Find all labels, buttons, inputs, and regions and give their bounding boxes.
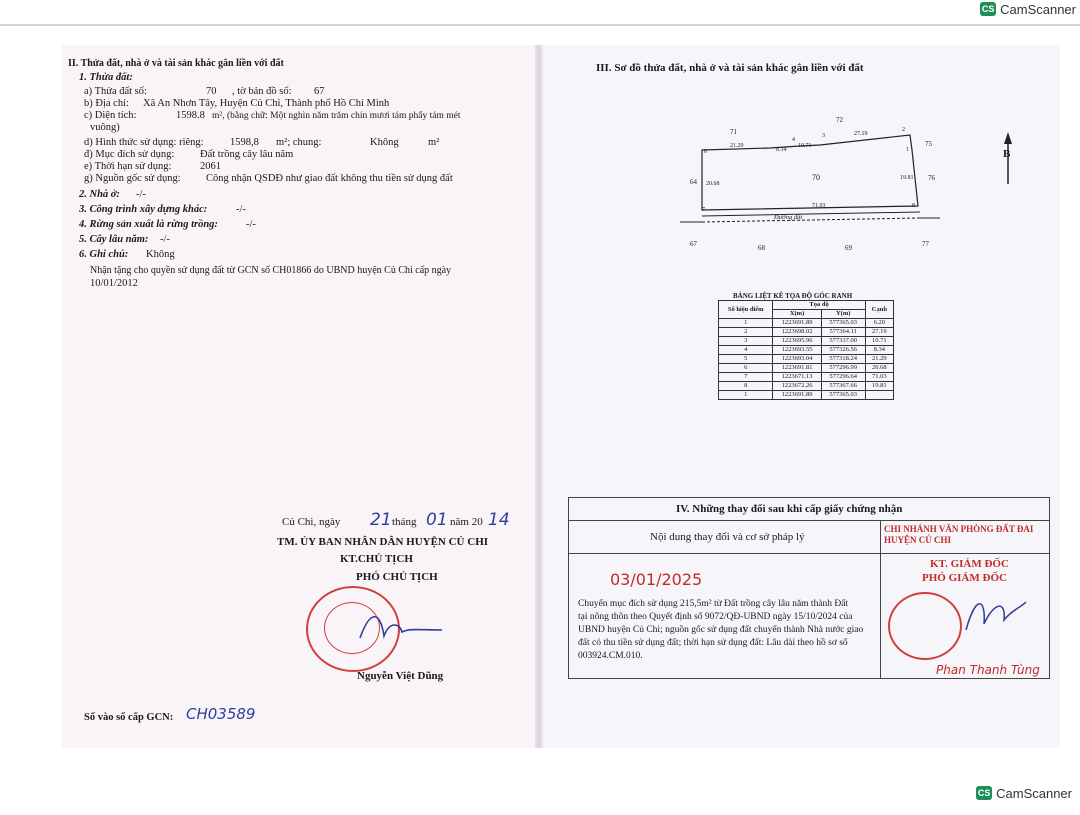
org-title: TM. ỦY BAN NHÂN DÂN HUYỆN CỦ CHI (277, 536, 489, 548)
so-vao-so-label: Số vào sổ cấp GCN: (84, 712, 174, 723)
neighbor-68: 68 (758, 244, 765, 252)
right-signer-name: Phan Thanh Tùng (936, 663, 1040, 677)
edge-10-71: 10.71 (798, 143, 812, 149)
g-label: g) Nguồn gốc sử dụng: (84, 173, 181, 184)
dd-label: đ) Mục đích sử dụng: (84, 149, 175, 160)
point-4: 4 (792, 137, 795, 143)
section-3-title: III. Sơ đồ thửa đất, nhà ở và tài sản khác gắn liền với đất (596, 62, 864, 74)
parcel-number: 70 (812, 173, 820, 182)
rung-label: 4. Rừng sản xuất là rừng trồng: (79, 219, 218, 230)
land-plot-diagram (680, 88, 1040, 258)
c-cont: vuông) (90, 122, 120, 133)
cell-x: 1223691.89 (773, 319, 821, 328)
a-map-label: , tờ bản đồ số: (232, 86, 292, 97)
table-row (719, 346, 894, 355)
table-row (719, 319, 894, 328)
table-row (719, 337, 894, 346)
cell-edge: 8.34 (865, 346, 893, 355)
neighbor-71: 71 (730, 128, 737, 136)
cell-y: 577365.03 (821, 391, 865, 400)
cell-y: 577337.00 (821, 337, 865, 346)
point-2: 2 (902, 127, 905, 133)
cell-y: 577364.11 (821, 328, 865, 337)
edge-8-34: 8.34 (776, 147, 787, 153)
nha-o-value: -/- (136, 189, 146, 200)
camscanner-label: CamScanner (1000, 1, 1076, 17)
cong-trinh-value: -/- (236, 204, 246, 215)
date-day: 21 (370, 510, 392, 530)
cell-x: 1223691.89 (773, 391, 821, 400)
change-date: 03/01/2025 (610, 570, 703, 589)
point-7: 7 (702, 207, 705, 213)
coords-header-edge: Cạnh (865, 301, 893, 319)
table-row (719, 328, 894, 337)
cay-label: 5. Cây lâu năm: (79, 234, 149, 245)
table-row (719, 391, 894, 400)
cell-point: 5 (719, 355, 773, 364)
left-signer-name: Nguyễn Việt Dũng (357, 670, 444, 682)
cell-x: 1223672.26 (773, 382, 821, 391)
a-map-value: 67 (314, 86, 325, 97)
camscanner-badge-top (980, 0, 1076, 18)
cell-edge: 10.71 (865, 337, 893, 346)
point-1: 1 (906, 147, 909, 153)
cell-x: 1223693.04 (773, 355, 821, 364)
table-row (719, 373, 894, 382)
table-row (719, 355, 894, 364)
pct-title: PHÓ CHỦ TỊCH (356, 571, 438, 583)
cell-x: 1223695.96 (773, 337, 821, 346)
cell-edge: 71.03 (865, 373, 893, 382)
divider (880, 520, 881, 678)
changes-header-content: Nội dung thay đổi và cơ sở pháp lý (650, 531, 805, 543)
nha-o-label: 2. Nhà ở: (79, 189, 120, 200)
d-value: 1598,8 (230, 137, 259, 148)
cong-trinh-label: 3. Công trình xây dựng khác: (79, 204, 208, 215)
land-office-seal (888, 592, 962, 660)
edge-20-68: 20.68 (706, 181, 720, 187)
right-signature (960, 590, 1030, 640)
cell-edge (865, 391, 893, 400)
cell-y: 577326.56 (821, 346, 865, 355)
date-month-label: tháng (392, 516, 417, 528)
kt-title: KT.CHỦ TỊCH (340, 553, 413, 565)
neighbor-76: 76 (928, 174, 935, 182)
d-label: d) Hình thức sử dụng: riêng: (84, 137, 204, 148)
b-value: Xã An Nhơn Tây, Huyện Củ Chi, Thành phố Hồ Chí Minh (143, 98, 390, 109)
change-content-2: tại nông thôn theo Quyết định số 9072/QĐ-UBND ngày 15/10/2024 của (578, 612, 853, 622)
rung-value: -/- (246, 219, 256, 230)
camscanner-badge-bottom (976, 784, 1072, 802)
coords-header-point: Số hiệu điểm (719, 301, 773, 319)
cell-point: 2 (719, 328, 773, 337)
table-row (719, 382, 894, 391)
divider (568, 520, 1050, 521)
page-fold (535, 45, 543, 748)
cell-point: 7 (719, 373, 773, 382)
g-value: Công nhận QSDĐ như giao đất không thu tiền sử dụng đất (206, 173, 453, 184)
d-unit2: m² (428, 137, 440, 148)
point-8: 8 (912, 203, 915, 209)
neighbor-64: 64 (690, 178, 697, 186)
note-line-2: 10/01/2012 (90, 278, 138, 289)
cell-x: 1223693.55 (773, 346, 821, 355)
cell-y: 577296.99 (821, 364, 865, 373)
date-year: 14 (488, 510, 510, 530)
e-label: e) Thời hạn sử dụng: (84, 161, 172, 172)
date-year-label: năm 20 (450, 516, 483, 528)
coords-header-coord: Tọa độ (773, 301, 865, 310)
change-content-5: 003924.CM.010. (578, 651, 643, 661)
thua-dat-heading: 1. Thửa đất: (79, 72, 133, 83)
date-month: 01 (426, 510, 448, 530)
changes-pgd-title: PHÓ GIÁM ĐỐC (922, 572, 1007, 584)
b-label: b) Địa chỉ: (84, 98, 129, 109)
date-prefix: Củ Chi, ngày (282, 516, 341, 528)
changes-kt-title: KT. GIÁM ĐỐC (930, 558, 1009, 570)
cell-y: 577365.03 (821, 319, 865, 328)
d-chung: Không (370, 137, 399, 148)
neighbor-72: 72 (836, 116, 843, 124)
cell-x: 1223671.13 (773, 373, 821, 382)
coords-header-y: Y(m) (821, 310, 865, 319)
c-value: 1598.8 (176, 110, 205, 121)
section-2-title: II. Thửa đất, nhà ở và tài sản khác gắn liền với đất (68, 58, 284, 69)
cell-point: 6 (719, 364, 773, 373)
neighbor-67: 67 (690, 240, 697, 248)
edge-27-19: 27.19 (854, 131, 868, 137)
edge-19-81: 19.81 (900, 175, 914, 181)
left-signature (350, 600, 450, 650)
point-3: 3 (822, 133, 825, 139)
camscanner-logo-icon: CS (977, 788, 991, 798)
camscanner-logo-icon: CS (981, 4, 995, 14)
ghi-chu-value: Không (146, 249, 175, 260)
cell-x: 1223691.81 (773, 364, 821, 373)
a-label: a) Thửa đất số: (84, 86, 147, 97)
note-line-1: Nhận tặng cho quyền sử dụng đất từ GCN số CH01866 do UBND huyện Củ Chi cấp ngày (90, 265, 452, 276)
cell-point: 1 (719, 391, 773, 400)
e-value: 2061 (200, 161, 221, 172)
changes-header-confirm: CHI NHÁNH VĂN PHÒNG ĐẤT ĐAI HUYỆN CỦ CHI (884, 524, 1034, 545)
cell-edge: 6.20 (865, 319, 893, 328)
neighbor-77: 77 (922, 240, 929, 248)
cay-value: -/- (160, 234, 170, 245)
divider (568, 553, 1050, 554)
cell-point: 1 (719, 319, 773, 328)
road-label: Đường đất (774, 214, 803, 221)
dd-value: Đất trồng cây lâu năm (200, 149, 294, 160)
cell-x: 1223698.02 (773, 328, 821, 337)
a-value: 70 (206, 86, 217, 97)
coords-table-title: BẢNG LIỆT KÊ TỌA ĐỘ GÓC RANH (733, 292, 853, 300)
coords-table (718, 300, 894, 400)
cell-edge: 27.19 (865, 328, 893, 337)
coords-header-x: X(m) (773, 310, 821, 319)
so-vao-so-value: CH03589 (186, 705, 256, 723)
change-content-4: đất có thu tiền sử dụng đất; thời hạn sử dụng đất: Lâu dài theo hồ sơ số (578, 638, 848, 648)
d-unit: m²; chung: (276, 137, 322, 148)
cell-edge: 20.68 (865, 364, 893, 373)
cell-edge: 21.29 (865, 355, 893, 364)
table-row (719, 364, 894, 373)
camscanner-label: CamScanner (996, 785, 1072, 801)
edge-21-29: 21.29 (730, 143, 744, 149)
change-content-3: UBND huyện Củ Chi; nguồn gốc sử dụng đất chuyển thành Nhà nước giao (578, 625, 864, 635)
cell-point: 3 (719, 337, 773, 346)
edge-71-03: 71.03 (812, 203, 826, 209)
cell-y: 577367.66 (821, 382, 865, 391)
ghi-chu-label: 6. Ghi chú: (79, 249, 129, 260)
neighbor-75: 75 (925, 140, 932, 148)
cell-y: 577318.24 (821, 355, 865, 364)
cell-point: 4 (719, 346, 773, 355)
change-content-1: Chuyển mục đích sử dụng 215,5m² từ Đất trồng cây lâu năm thành Đất (578, 599, 849, 609)
cell-point: 8 (719, 382, 773, 391)
c-label: c) Diện tích: (84, 110, 137, 121)
c-unit: m², (bằng chữ: Một nghìn năm trăm chín mươi tám phẩy tám mét (212, 111, 461, 121)
neighbor-69: 69 (845, 244, 852, 252)
cell-y: 577296.64 (821, 373, 865, 382)
section-4-title: IV. Những thay đổi sau khi cấp giấy chứng nhận (676, 503, 903, 515)
north-label: B (1003, 148, 1011, 160)
divider (0, 24, 1080, 26)
cell-edge: 19.81 (865, 382, 893, 391)
point-6: 6 (704, 149, 707, 155)
